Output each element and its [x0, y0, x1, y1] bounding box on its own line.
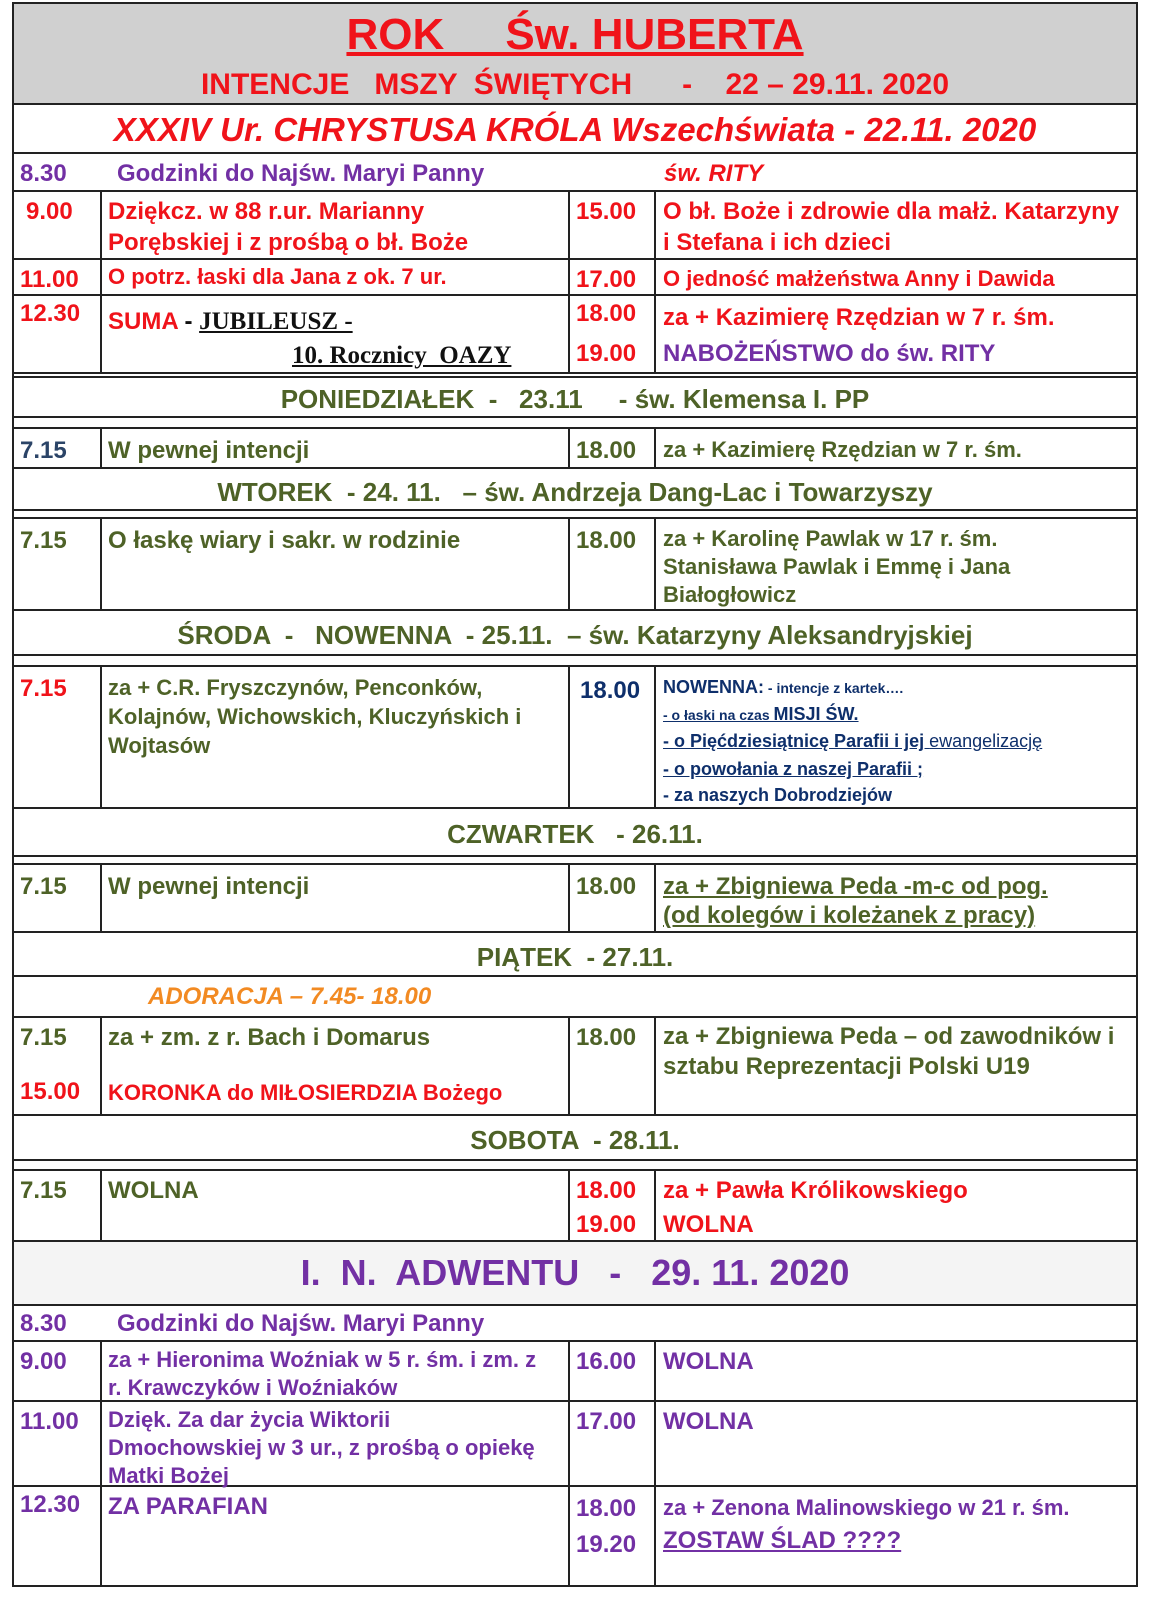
mass-time: 8.30 — [20, 1310, 67, 1337]
suma-dash: - — [184, 308, 193, 335]
mass-time-3: 19.00 — [576, 1211, 637, 1238]
novena-header — [663, 677, 903, 698]
mass-intention: za + C.R. Fryszczynów, Penconków, Kolajnów, Wichowskich, Kluczyńskich i Wojtasów — [108, 675, 522, 758]
adoration-row — [12, 977, 1138, 1018]
sunday-title: XXXIV Ur. CHRYSTUSA KRÓLA Wszechświata - 22.11. 2020 — [113, 111, 1037, 148]
mass-time-2: 15.00 — [576, 198, 637, 225]
novena-label: NOWENNA: — [663, 677, 764, 697]
wednesday-heading — [12, 611, 1138, 656]
mass-time: 7.15 — [20, 527, 67, 554]
mass-time: 11.00 — [20, 266, 79, 293]
day-title: WTOREK - 24. 11. – św. Andrzeja Dang-Lac i Towarzyszy — [217, 477, 933, 507]
mass-time: 7.15 — [20, 873, 67, 900]
mass-intention-2: za + Zenona Malinowskiego w 21 r. śm. — [663, 1495, 1070, 1520]
mass-time: 9.00 — [26, 198, 73, 225]
mass-row-830 — [12, 154, 1138, 192]
header-banner — [12, 2, 1138, 105]
day-title: ŚRODA - NOWENNA - 25.11. – św. Katarzyny Aleksandryjskiej — [177, 620, 973, 650]
mass-intention-3: ZOSTAW ŚLAD ???? — [663, 1527, 902, 1554]
saturday-heading — [12, 1116, 1138, 1161]
mass-intention: Dzięk. Za dar życia Wiktorii Dmochowskiej w 3 ur., z prośbą o opiekę Matki Bożej — [108, 1407, 535, 1488]
spacer — [12, 511, 1138, 519]
spacer — [12, 857, 1138, 865]
mass-time-2: 18.00 — [576, 1177, 637, 1204]
suma-text: SUMA — [108, 308, 178, 335]
mass-time-2: 18.00 — [576, 1495, 637, 1522]
page-title: ROK Św. HUBERTA — [346, 10, 804, 59]
novena-item-tail: ewangelizację — [929, 731, 1043, 751]
mass-time-2: 17.00 — [576, 266, 637, 293]
mass-intention: WOLNA — [108, 1177, 199, 1204]
advent-heading — [12, 1242, 1138, 1306]
mass-time: 11.00 — [20, 1408, 79, 1435]
mass-intention: O potrz. łaski dla Jana z ok. 7 ur. — [108, 264, 447, 289]
day-title: PIĄTEK - 27.11. — [476, 942, 674, 972]
mass-intention-2: O jedność małżeństwa Anny i Dawida — [663, 266, 1055, 291]
mass-intention-2: WOLNA — [663, 1348, 754, 1375]
mass-intention: za + zm. z r. Bach i Domarus — [108, 1024, 431, 1051]
mass-time-2: 18.00 — [576, 873, 637, 900]
mass-row-1100b — [12, 1402, 1138, 1487]
mass-row-1100 — [12, 260, 1138, 296]
mass-intention: Godzinki do Najśw. Maryi Panny — [117, 1310, 485, 1337]
mass-intention-2: za + Kazimierę Rzędzian w 7 r. śm. — [663, 304, 1055, 331]
novena-item-text: - o łaski na czas — [663, 707, 774, 723]
mass-intention-2: za + Pawła Królikowskiego — [663, 1177, 968, 1204]
mass-intention-2: WOLNA — [663, 1408, 754, 1435]
mass-intention-3: NABOŻEŃSTWO do św. RITY — [663, 340, 996, 367]
mass-intention: ZA PARAFIAN — [108, 1493, 268, 1520]
mass-intention: O łaskę wiary i sakr. w rodzinie — [108, 527, 461, 554]
mass-time-2: 18.00 — [576, 527, 637, 554]
advent-title: I. N. ADWENTU - 29. 11. 2020 — [300, 1252, 850, 1293]
spacer — [12, 1161, 1138, 1171]
friday-heading — [12, 933, 1138, 977]
mass-row-1230b — [12, 1487, 1138, 1587]
spacer — [12, 656, 1138, 667]
novena-item-benefactors: - za naszych Dobrodziejów — [663, 785, 893, 805]
page-subtitle: INTENCJE MSZY ŚWIĘTYCH - 22 – 29.11. 2020 — [200, 68, 950, 101]
tuesday-heading — [12, 469, 1138, 511]
mass-row-tuesday — [12, 519, 1138, 611]
mass-time-3: 19.00 — [576, 340, 637, 367]
suma-label — [108, 308, 353, 336]
mass-time: 7.15 — [20, 1177, 67, 1204]
mass-row-thursday — [12, 865, 1138, 933]
mass-row-monday — [12, 429, 1138, 469]
mass-intention: za + Hieronima Woźniak w 5 r. śm. i zm. z r. Krawczyków i Woźniaków — [108, 1347, 537, 1400]
day-title: SOBOTA - 28.11. — [470, 1125, 680, 1155]
mass-time-2: 18.00 — [580, 677, 641, 704]
novena-item-missions — [663, 704, 859, 725]
day-title: PONIEDZIAŁEK - 23.11 - św. Klemensa I. PP — [280, 384, 870, 414]
mass-row-830b — [12, 1306, 1138, 1342]
mass-intention: Godzinki do Najśw. Maryi Panny — [117, 160, 485, 187]
mass-intention: Dziękcz. w 88 r.ur. Marianny Porębskiej i z prośbą o bł. Boże — [108, 198, 469, 256]
mass-time-2: 18.00 — [576, 437, 637, 464]
novena-item-highlight: MISJI ŚW. — [773, 704, 859, 724]
mass-intention-2: za + Zbigniewa Peda – od zawodników i sztabu Reprezentacji Polski U19 — [663, 1023, 1115, 1080]
mass-time: 12.30 — [20, 300, 81, 327]
mass-intention-b: KORONKA do MIŁOSIERDZIA Bożego — [108, 1080, 503, 1105]
mass-time-2: 18.00 — [576, 300, 637, 327]
monday-heading — [12, 378, 1138, 418]
sunday-heading — [12, 105, 1138, 154]
mass-intention-2: za + Zbigniewa Peda -m-c od pog. — [663, 873, 1048, 900]
thursday-heading — [12, 809, 1138, 857]
mass-intention-2: za + Karolinę Pawlak w 17 r. śm. Stanisława Pawlak i Emmę i Jana Białogłowicz — [663, 526, 1011, 607]
mass-row-wednesday — [12, 667, 1138, 809]
mass-time-2: 18.00 — [576, 1024, 637, 1051]
mass-time: 9.00 — [20, 1348, 67, 1375]
adoration-label: ADORACJA – 7.45- 18.00 — [148, 983, 432, 1010]
mass-time-b: 15.00 — [20, 1078, 81, 1105]
mass-time: 12.30 — [20, 1491, 81, 1518]
saint-label: św. RITY — [664, 160, 764, 187]
novena-item-vocations: - o powołania z naszej Parafii ; — [663, 759, 924, 779]
mass-row-1230 — [12, 296, 1138, 374]
mass-row-saturday — [12, 1171, 1138, 1242]
mass-row-900 — [12, 192, 1138, 260]
mass-time-2: 17.00 — [576, 1408, 637, 1435]
mass-row-900b — [12, 1342, 1138, 1402]
mass-time: 8.30 — [20, 160, 67, 187]
jubilee-label: JUBILEUSZ - — [199, 308, 353, 335]
mass-time-3: 19.20 — [576, 1531, 637, 1558]
mass-intention: W pewnej intencji — [108, 437, 310, 464]
mass-time: 7.15 — [20, 437, 67, 464]
mass-time-2: 16.00 — [576, 1348, 637, 1375]
mass-row-friday — [12, 1018, 1138, 1116]
day-title: CZWARTEK - 26.11. — [447, 819, 703, 849]
novena-item-pentecost — [663, 731, 1042, 752]
mass-intention-2: za + Kazimierę Rzędzian w 7 r. śm. — [663, 437, 1022, 462]
anniversary-label: 10. Rocznicy OAZY — [292, 342, 512, 369]
novena-item-text: - o Pięćdziesiątnicę Parafii i jej — [663, 731, 930, 751]
spacer — [12, 418, 1138, 429]
mass-intention-2b: (od kolegów i koleżanek z pracy) — [663, 902, 1036, 929]
mass-intention-2: O bł. Boże i zdrowie dla małż. Katarzyny i Stefana i ich dzieci — [663, 198, 1120, 256]
mass-time: 7.15 — [20, 1024, 67, 1051]
mass-intention: W pewnej intencji — [108, 873, 310, 900]
mass-time: 7.15 — [20, 675, 67, 702]
mass-intention-3: WOLNA — [663, 1211, 754, 1238]
novena-note: - intencje z kartek…. — [764, 680, 904, 696]
